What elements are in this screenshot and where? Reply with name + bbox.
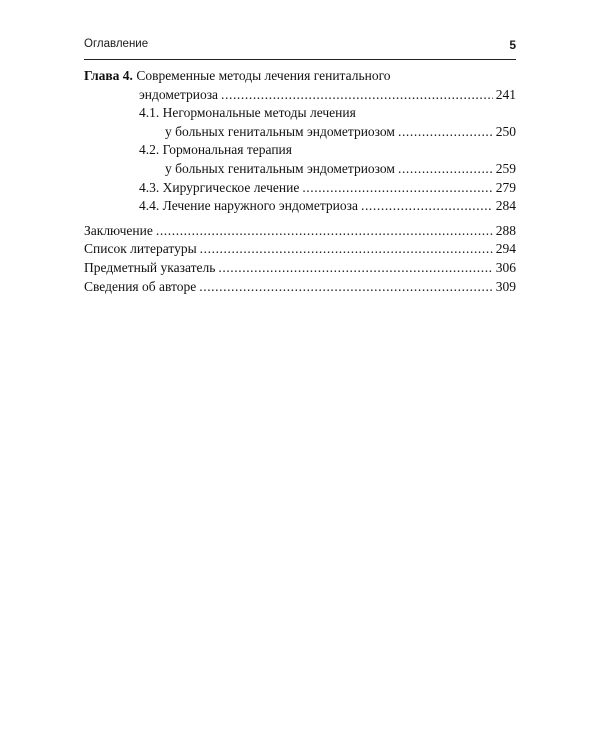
chapter-label: Глава 4. — [84, 68, 133, 83]
section-number: 4.1. — [139, 105, 160, 121]
section-page-number: 284 — [495, 198, 516, 214]
section-title-line1: Гормональная терапия — [162, 142, 292, 158]
header-page-number: 5 — [509, 38, 516, 52]
header-section-title: Оглавление — [84, 38, 149, 50]
section-number: 4.2. — [139, 142, 160, 158]
table-of-contents — [84, 67, 516, 296]
toc-bibliography[interactable] — [84, 240, 516, 259]
entry-title: Список литературы — [84, 241, 197, 257]
section-title — [139, 179, 299, 198]
dot-leader — [398, 160, 493, 179]
section-title — [139, 197, 358, 216]
dot-leader — [221, 86, 493, 105]
section-number: 4.3. — [139, 179, 160, 195]
section-title-line1: Негормональные методы лечения — [162, 105, 356, 121]
toc-section-4-3[interactable] — [84, 179, 516, 198]
toc-section-4-2-line2[interactable] — [84, 160, 516, 179]
chapter-page-number: 241 — [495, 86, 516, 102]
toc-section-4-1-line1 — [84, 104, 516, 123]
section-page-number: 279 — [495, 179, 516, 195]
entry-title: Предметный указатель — [84, 259, 216, 275]
dot-leader — [361, 197, 493, 216]
header-rule — [84, 59, 516, 60]
toc-section-4-4[interactable] — [84, 197, 516, 216]
running-header — [84, 38, 516, 50]
chapter-title-line1: Современные методы лечения генитального — [136, 68, 391, 83]
dot-leader — [156, 222, 493, 241]
toc-subject-index[interactable] — [84, 259, 516, 278]
entry-title: Заключение — [84, 222, 153, 238]
section-page-number: 259 — [495, 160, 516, 176]
entry-title: Сведения об авторе — [84, 278, 197, 294]
toc-section-4-2-line1 — [84, 141, 516, 160]
section-title-line2: у больных генитальным эндометриозом — [165, 123, 395, 139]
entry-page-number: 306 — [495, 259, 516, 275]
section-page-number: 250 — [495, 123, 516, 139]
dot-leader — [200, 240, 493, 259]
section-number: 4.4. — [139, 198, 160, 214]
toc-chapter-4-line2[interactable] — [84, 86, 516, 105]
toc-conclusion[interactable] — [84, 222, 516, 241]
section-title-line2: у больных генитальным эндометриозом — [165, 160, 395, 176]
entry-page-number: 288 — [495, 222, 516, 238]
toc-section-4-1-line2[interactable] — [84, 123, 516, 142]
dot-leader — [218, 259, 492, 278]
section-title-line1: Лечение наружного эндометриоза — [162, 198, 358, 214]
toc-chapter-4-line1 — [84, 67, 516, 86]
dot-leader — [199, 278, 493, 297]
entry-page-number: 294 — [495, 241, 516, 257]
dot-leader — [302, 179, 492, 198]
section-title-line1: Хирургическое лечение — [162, 179, 300, 195]
chapter-title-line2: эндометриоза — [139, 86, 219, 102]
entry-page-number: 309 — [495, 278, 516, 294]
dot-leader — [398, 123, 493, 142]
toc-about-author[interactable] — [84, 278, 516, 297]
